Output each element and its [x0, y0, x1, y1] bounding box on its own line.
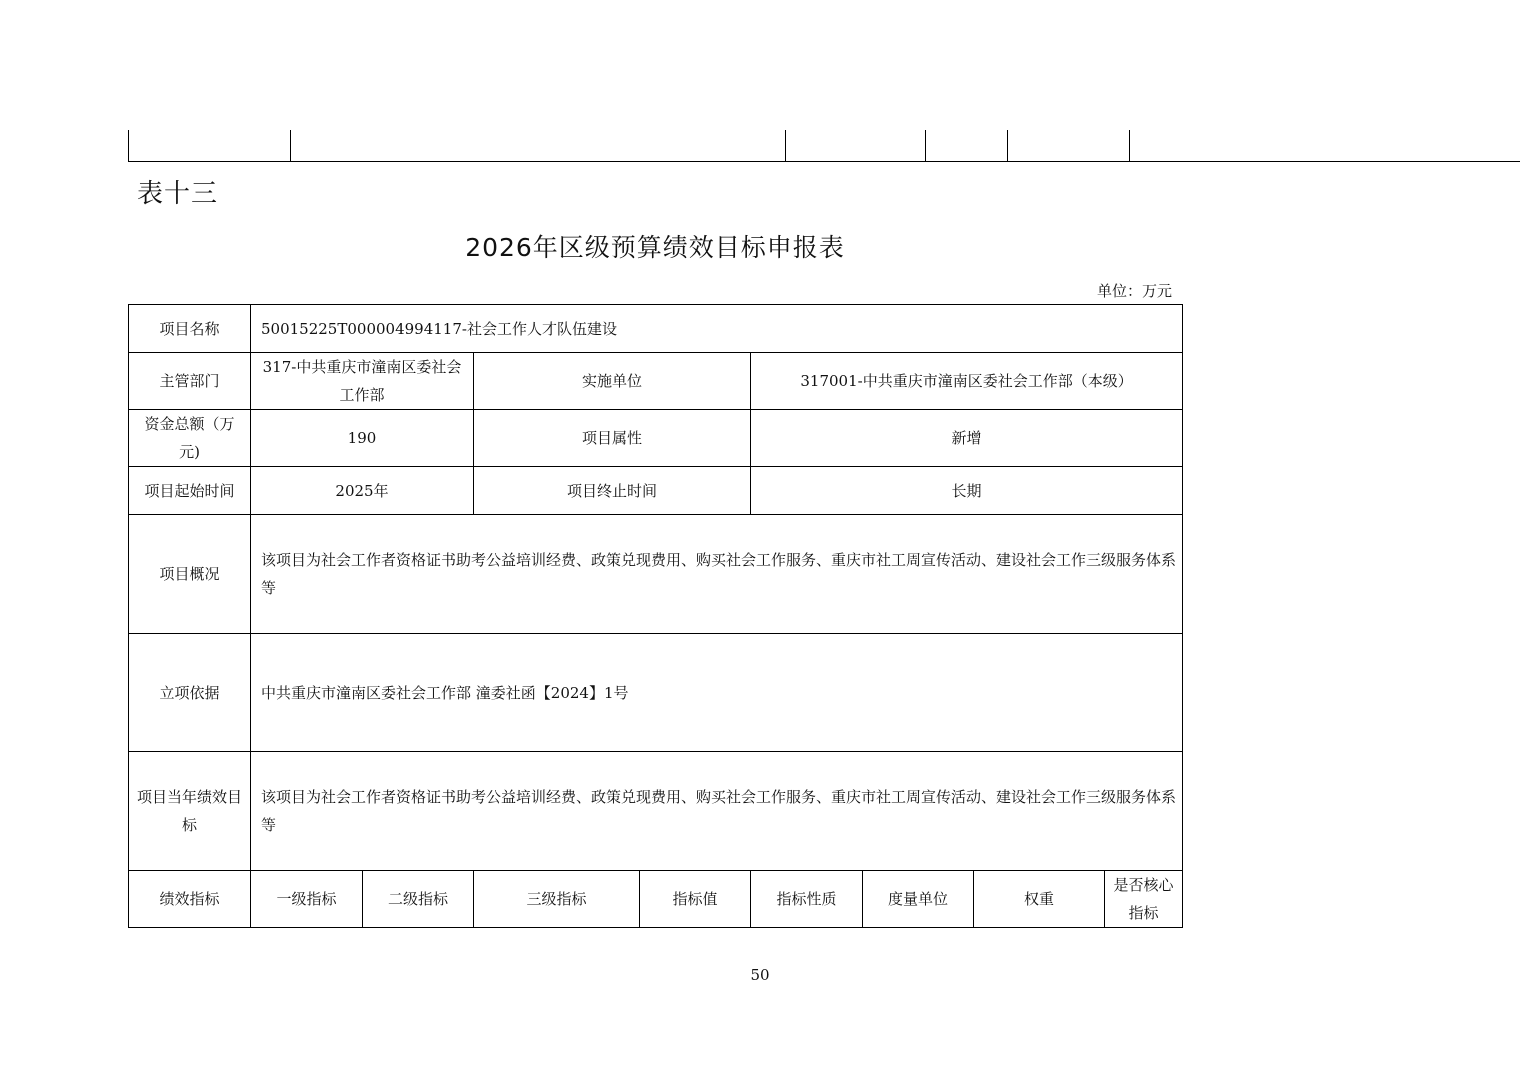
project-name-value: 50015225T000004994117-社会工作人才队伍建设 [251, 305, 1183, 353]
table-rule [1007, 130, 1008, 161]
overview-label: 项目概况 [129, 515, 251, 634]
table-row [129, 871, 1183, 928]
previous-table-fragment [128, 130, 1520, 162]
table-row [129, 634, 1183, 752]
table-number: 表十三 [137, 179, 219, 209]
indicator-header-level1: 一级指标 [251, 871, 363, 928]
budget-performance-table [128, 304, 1183, 928]
table-rule [290, 130, 291, 161]
annual-goal-label: 项目当年绩效目标 [129, 752, 251, 871]
implementing-unit-label: 实施单位 [474, 353, 751, 410]
project-attribute-label: 项目属性 [474, 410, 751, 467]
table-rule [1129, 130, 1130, 161]
overview-value: 该项目为社会工作者资格证书助考公益培训经费、政策兑现费用、购买社会工作服务、重庆市社工周宣传活动、建设社会工作三级服务体系等 [251, 515, 1183, 634]
start-time-value: 2025年 [251, 467, 474, 515]
end-time-label: 项目终止时间 [474, 467, 751, 515]
table-row [129, 467, 1183, 515]
indicator-header-nature: 指标性质 [751, 871, 863, 928]
indicator-header-weight: 权重 [974, 871, 1105, 928]
basis-label: 立项依据 [129, 634, 251, 752]
indicator-header-value: 指标值 [640, 871, 751, 928]
table-row [129, 752, 1183, 871]
department-label: 主管部门 [129, 353, 251, 410]
table-row [129, 515, 1183, 634]
table-rule [128, 130, 129, 161]
project-attribute-value: 新增 [751, 410, 1183, 467]
indicator-header-level2: 二级指标 [363, 871, 474, 928]
end-time-value: 长期 [751, 467, 1183, 515]
table-row [129, 305, 1183, 353]
indicator-header-level3: 三级指标 [474, 871, 640, 928]
total-funds-value: 190 [251, 410, 474, 467]
total-funds-label: 资金总额（万元) [129, 410, 251, 467]
project-name-label: 项目名称 [129, 305, 251, 353]
annual-goal-value: 该项目为社会工作者资格证书助考公益培训经费、政策兑现费用、购买社会工作服务、重庆市社工周宣传活动、建设社会工作三级服务体系等 [251, 752, 1183, 871]
indicators-label: 绩效指标 [129, 871, 251, 928]
department-value: 317-中共重庆市潼南区委社会工作部 [251, 353, 474, 410]
table-rule [925, 130, 926, 161]
page-number: 50 [750, 966, 770, 984]
unit-label: 单位：万元 [1096, 282, 1172, 300]
basis-value: 中共重庆市潼南区委社会工作部 潼委社函【2024】1号 [251, 634, 1183, 752]
table-row [129, 353, 1183, 410]
table-row [129, 410, 1183, 467]
indicator-header-core: 是否核心指标 [1105, 871, 1183, 928]
start-time-label: 项目起始时间 [129, 467, 251, 515]
document-title: 2026年区级预算绩效目标申报表 [465, 233, 845, 262]
indicator-header-unit: 度量单位 [863, 871, 974, 928]
implementing-unit-value: 317001-中共重庆市潼南区委社会工作部（本级） [751, 353, 1183, 410]
table-rule [785, 130, 786, 161]
